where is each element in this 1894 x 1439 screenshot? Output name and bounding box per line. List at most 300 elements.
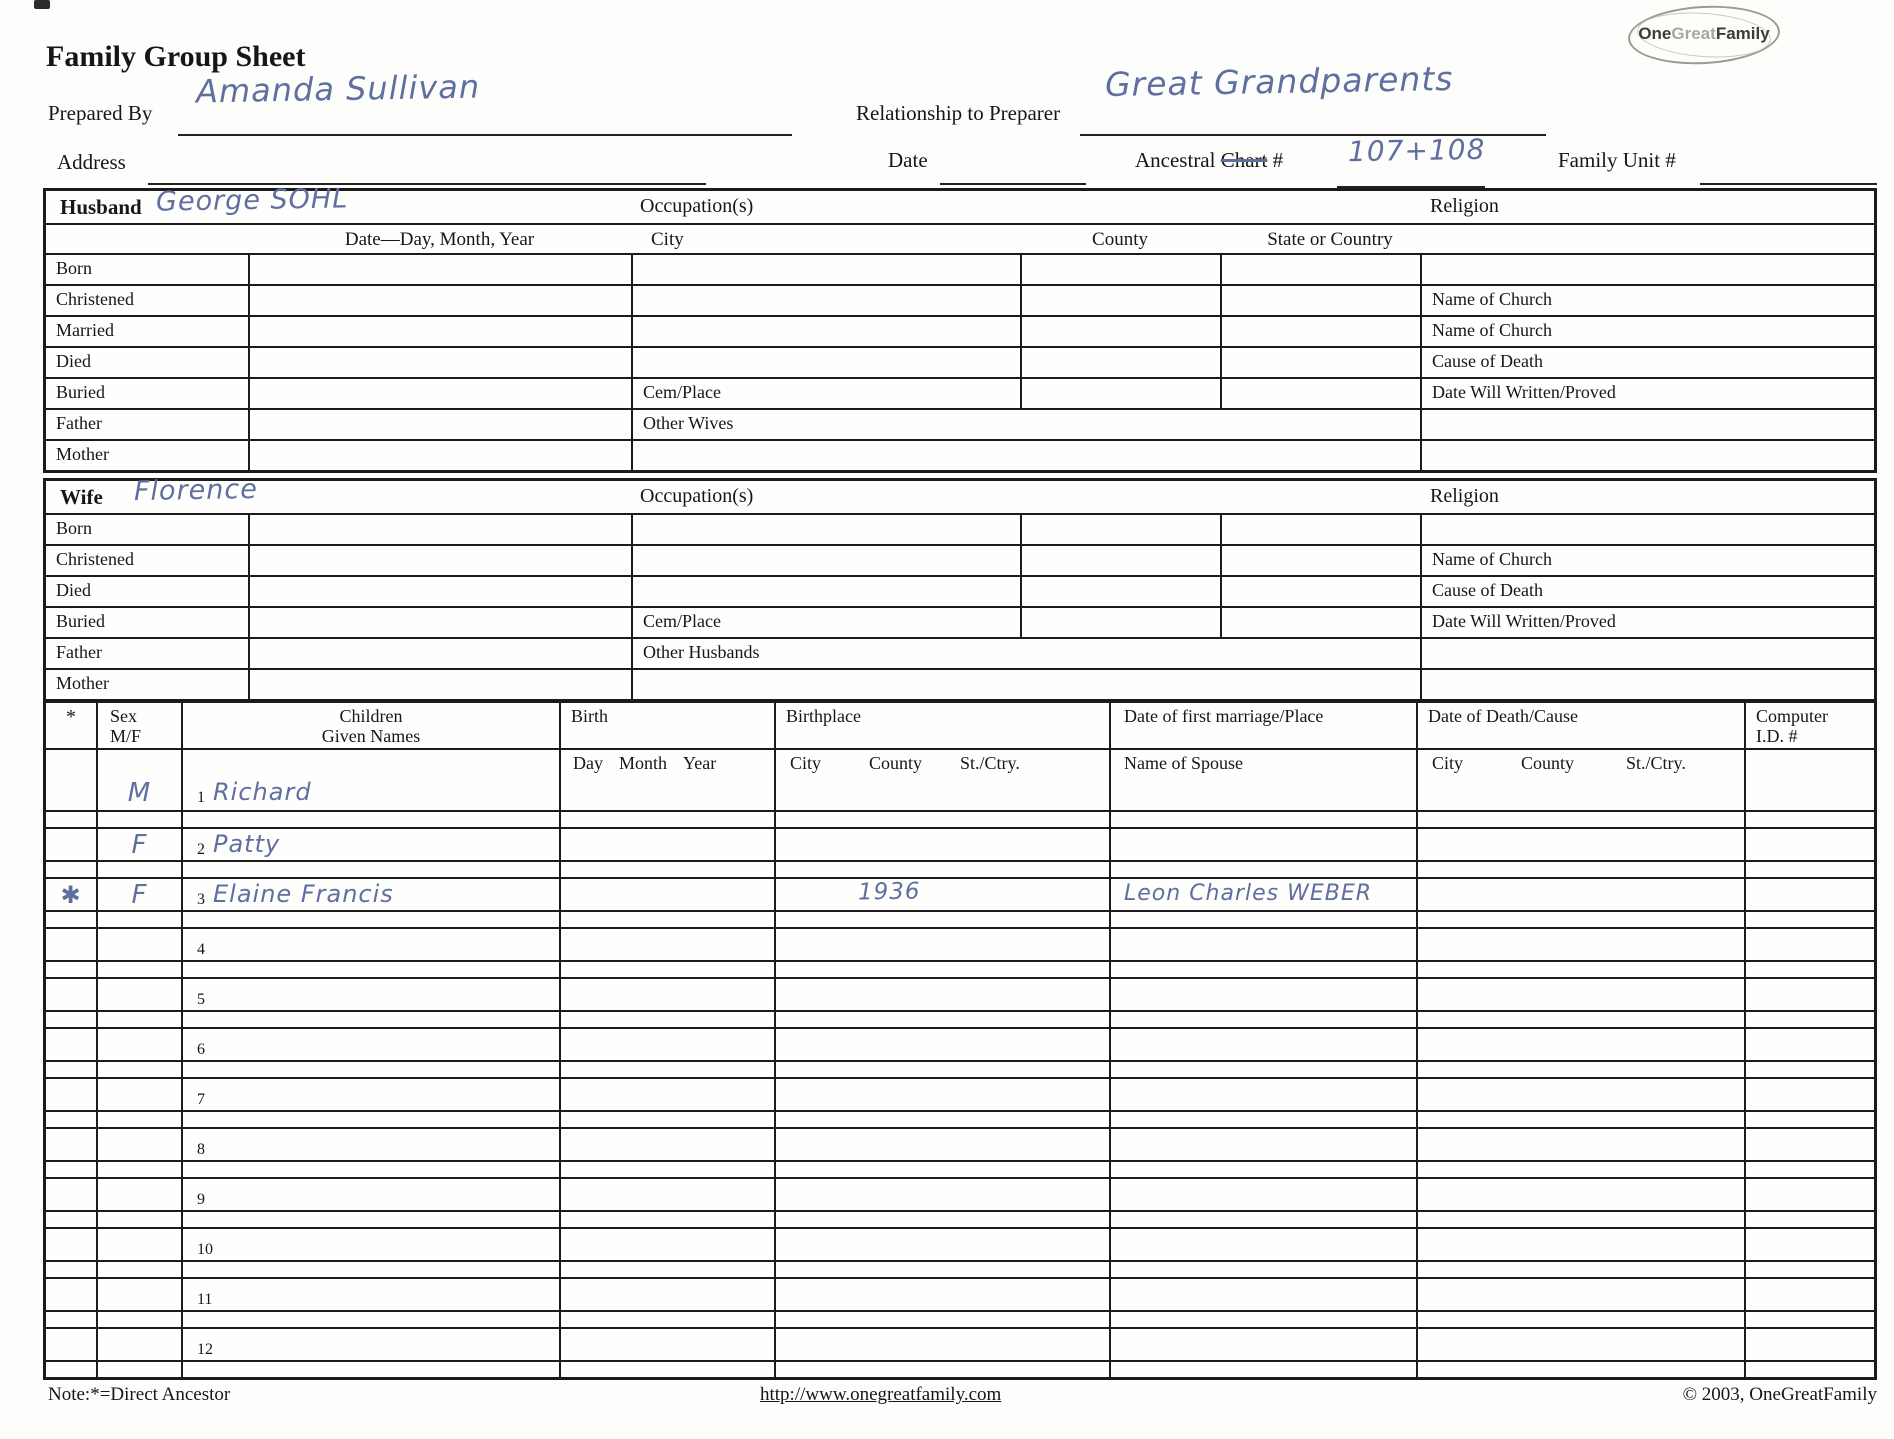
child-name-cell xyxy=(181,879,559,910)
cell xyxy=(181,1312,559,1327)
children-column-header xyxy=(181,703,559,748)
child-number: 11 xyxy=(197,1291,213,1308)
row-label: Died xyxy=(56,580,91,600)
cell xyxy=(1416,1312,1744,1327)
children-table xyxy=(43,700,1877,1380)
cell xyxy=(1109,962,1416,977)
row-label: Mother xyxy=(56,673,109,693)
cell xyxy=(774,912,1109,927)
cell xyxy=(181,1212,559,1227)
direct-ancestor-mark-cell xyxy=(46,1079,96,1110)
child-subrow xyxy=(46,1060,1874,1077)
cell xyxy=(46,1212,96,1227)
cell xyxy=(1744,1162,1874,1177)
wife-christened-row xyxy=(46,544,1874,575)
child-spouse-cell xyxy=(1109,829,1416,860)
direct-ancestor-mark: ✱ xyxy=(60,881,82,909)
cell xyxy=(1744,862,1874,877)
child-birth-cell xyxy=(559,1329,774,1360)
child-sex-value: F xyxy=(131,830,148,860)
cell xyxy=(1420,255,1874,284)
cell xyxy=(1020,348,1220,377)
row-label: Christened xyxy=(56,549,134,569)
cell xyxy=(1220,608,1420,637)
row-label: Born xyxy=(56,258,92,278)
child-id-cell xyxy=(1744,1179,1874,1210)
cell xyxy=(181,750,559,777)
cell xyxy=(1220,255,1420,284)
direct-ancestor-mark-cell xyxy=(46,979,96,1010)
child-number: 7 xyxy=(197,1091,205,1108)
cell xyxy=(46,750,96,777)
child-spouse-cell xyxy=(1109,1279,1416,1310)
child-birth-cell xyxy=(559,1279,774,1310)
date-label: Date xyxy=(888,148,928,172)
wife-mother-row xyxy=(46,668,1874,699)
direct-ancestor-mark-cell xyxy=(46,1279,96,1310)
child-spouse-cell xyxy=(1109,979,1416,1010)
child-spouse-cell xyxy=(1109,1129,1416,1160)
cell xyxy=(631,546,1020,575)
prepared-by-label: Prepared By xyxy=(48,101,153,125)
cell xyxy=(1744,812,1874,827)
cell xyxy=(96,1012,181,1027)
direct-ancestor-mark-cell xyxy=(46,1329,96,1360)
child-sex-value: M xyxy=(127,778,152,808)
child-row xyxy=(46,777,1874,810)
cell xyxy=(46,1162,96,1177)
cell xyxy=(1744,1362,1874,1377)
cell xyxy=(1109,1212,1416,1227)
cell xyxy=(96,962,181,977)
row-label: Father xyxy=(56,642,102,662)
child-sex-cell xyxy=(96,979,181,1010)
cell xyxy=(46,1012,96,1027)
child-sex-cell xyxy=(96,1129,181,1160)
row-label: Mother xyxy=(56,444,109,464)
month-subheader: Month xyxy=(619,753,668,773)
family-unit-line xyxy=(1700,183,1877,185)
child-death-cell xyxy=(1416,1079,1744,1110)
cell xyxy=(1109,812,1416,827)
star-column-header: * xyxy=(66,706,76,728)
religion-area-label: Cause of Death xyxy=(1420,348,1874,377)
child-subrow xyxy=(46,1360,1874,1377)
cell xyxy=(1220,286,1420,315)
husband-father-row xyxy=(46,408,1874,439)
child-id-cell xyxy=(1744,829,1874,860)
ancestral-chart-value: 107+108 xyxy=(1347,132,1486,169)
cell xyxy=(774,1062,1109,1077)
child-row xyxy=(46,927,1874,960)
child-death-cell xyxy=(1416,777,1744,810)
cell xyxy=(181,962,559,977)
copyright-notice: © 2003, OneGreatFamily xyxy=(1682,1384,1877,1405)
wife-born-row xyxy=(46,513,1874,544)
cell xyxy=(96,1062,181,1077)
cell xyxy=(559,912,774,927)
logo-one: One xyxy=(1638,24,1672,43)
cell xyxy=(1744,1262,1874,1277)
cell xyxy=(1020,317,1220,346)
cell xyxy=(46,812,96,827)
cell xyxy=(248,546,631,575)
cell xyxy=(1416,1012,1744,1027)
child-death-cell xyxy=(1416,1279,1744,1310)
child-number: 3 xyxy=(197,891,205,908)
child-id-cell xyxy=(1744,879,1874,910)
state-column-header: State or Country xyxy=(1267,229,1393,250)
husband-role-label: Husband xyxy=(60,195,142,219)
cell xyxy=(46,862,96,877)
wife-role-label: Wife xyxy=(60,485,103,509)
child-birthplace-cell xyxy=(774,1329,1109,1360)
child-death-cell xyxy=(1416,1229,1744,1260)
child-subrow xyxy=(46,1160,1874,1177)
husband-header-row xyxy=(46,183,1874,223)
child-birthplace-cell xyxy=(774,979,1109,1010)
child-birthplace-cell xyxy=(774,879,1109,910)
cell xyxy=(248,639,631,668)
cell xyxy=(559,1062,774,1077)
child-birth-cell xyxy=(559,878,921,910)
cell xyxy=(1744,1012,1874,1027)
cell xyxy=(559,1162,774,1177)
cell xyxy=(46,962,96,977)
cell xyxy=(46,1262,96,1277)
county-subheader: County xyxy=(869,753,923,773)
wife-religion-label: Religion xyxy=(1430,485,1499,507)
child-number: 10 xyxy=(197,1241,213,1258)
cell xyxy=(1109,1312,1416,1327)
city-subheader: City xyxy=(1432,753,1464,773)
cell xyxy=(248,255,631,284)
cell xyxy=(774,1012,1109,1027)
child-birthplace-cell xyxy=(774,777,1109,810)
child-row xyxy=(46,877,1874,910)
date-line xyxy=(940,183,1086,185)
husband-occupation-label: Occupation(s) xyxy=(640,195,754,217)
cell xyxy=(774,1112,1109,1127)
religion-area-label: Name of Church xyxy=(1420,317,1874,346)
child-id-cell xyxy=(1744,1079,1874,1110)
cell xyxy=(181,912,559,927)
stctry-subheader: St./Ctry. xyxy=(960,753,1020,773)
prepared-by-line xyxy=(178,134,792,136)
cell xyxy=(248,317,631,346)
child-id-cell xyxy=(1744,1279,1874,1310)
husband-mother-row xyxy=(46,439,1874,470)
cell xyxy=(774,1162,1109,1177)
child-row xyxy=(46,827,1874,860)
cell xyxy=(559,1262,774,1277)
cell xyxy=(46,1112,96,1127)
cell xyxy=(1744,1062,1874,1077)
address-label: Address xyxy=(57,150,126,174)
child-birth-year: 1936 xyxy=(857,878,921,906)
child-birth-cell xyxy=(559,829,774,860)
cell xyxy=(1020,379,1220,408)
child-row xyxy=(46,1127,1874,1160)
child-name-cell xyxy=(181,1179,559,1210)
onegreatfamily-logo xyxy=(1628,6,1780,64)
child-death-cell xyxy=(1416,829,1744,860)
cell xyxy=(96,1362,181,1377)
child-id-cell xyxy=(1744,1229,1874,1260)
child-row xyxy=(46,1327,1874,1360)
direct-ancestor-mark-cell xyxy=(46,829,96,860)
cell xyxy=(1020,515,1220,544)
cell xyxy=(1420,441,1874,470)
cell xyxy=(1416,1262,1744,1277)
cell xyxy=(631,441,1420,470)
child-number: 4 xyxy=(197,941,205,958)
sex-header-line1: Sex xyxy=(110,706,137,726)
wife-table xyxy=(43,473,1877,702)
spouse-subheader: Name of Spouse xyxy=(1109,750,1416,777)
direct-ancestor-mark-cell xyxy=(46,1129,96,1160)
wife-header-row xyxy=(46,473,1874,513)
child-row xyxy=(46,1027,1874,1060)
row-label: Christened xyxy=(56,289,134,309)
direct-ancestor-mark-cell xyxy=(46,1029,96,1060)
cell xyxy=(248,670,631,699)
child-number: 12 xyxy=(197,1341,213,1358)
relationship-value: Great Grandparents xyxy=(1104,58,1454,105)
cell xyxy=(248,348,631,377)
cell xyxy=(1416,1162,1744,1177)
direct-ancestor-mark-cell xyxy=(46,1229,96,1260)
children-header-row xyxy=(46,703,1874,748)
cell xyxy=(96,1312,181,1327)
child-spouse-cell xyxy=(1109,777,1416,810)
religion-area-label: Name of Church xyxy=(1420,286,1874,315)
computer-header-line2: I.D. # xyxy=(1756,726,1798,746)
cell xyxy=(1416,1362,1744,1377)
child-birthplace-cell xyxy=(774,1129,1109,1160)
child-name-cell xyxy=(181,1229,559,1260)
religion-area-label: Date Will Written/Proved xyxy=(1420,379,1874,408)
city-subheader: City xyxy=(790,753,822,773)
husband-column-headers xyxy=(46,223,1874,253)
cell xyxy=(631,255,1020,284)
cell xyxy=(1020,255,1220,284)
year-subheader: Year xyxy=(683,753,717,773)
cell xyxy=(559,962,774,977)
child-number: 8 xyxy=(197,1141,205,1158)
child-birthplace-cell xyxy=(774,1029,1109,1060)
child-row xyxy=(46,977,1874,1010)
cell xyxy=(1416,812,1744,827)
child-spouse-cell xyxy=(1109,1329,1416,1360)
cell xyxy=(774,1312,1109,1327)
cell xyxy=(248,608,631,637)
child-sex-cell xyxy=(96,1229,181,1260)
cell xyxy=(96,812,181,827)
birth-column-header: Birth xyxy=(559,703,774,748)
cell xyxy=(774,862,1109,877)
cell xyxy=(96,862,181,877)
child-birth-cell xyxy=(559,777,774,810)
cell xyxy=(181,1062,559,1077)
husband-born-row xyxy=(46,253,1874,284)
cell xyxy=(248,577,631,606)
cell xyxy=(559,1362,774,1377)
cell xyxy=(1416,912,1744,927)
cell xyxy=(1420,410,1874,439)
county-column-header: County xyxy=(1092,229,1148,250)
cell xyxy=(1416,1212,1744,1227)
cell xyxy=(1744,750,1874,777)
children-header-line2: Given Names xyxy=(321,726,421,746)
husband-died-row xyxy=(46,346,1874,377)
child-birth-cell xyxy=(559,1129,774,1160)
husband-table xyxy=(43,183,1877,473)
child-spouse-cell xyxy=(1109,1079,1416,1110)
onegreatfamily-url-link[interactable]: http://www.onegreatfamily.com xyxy=(760,1384,1002,1405)
husband-religion-label: Religion xyxy=(1430,195,1499,217)
cell xyxy=(1109,1362,1416,1377)
logo-family: Family xyxy=(1715,24,1770,43)
child-spouse-cell xyxy=(1109,879,1416,910)
child-death-cell xyxy=(1416,879,1744,910)
child-birth-cell xyxy=(559,1229,774,1260)
other-husbands-label: Other Husbands xyxy=(631,639,1420,668)
cell xyxy=(1220,348,1420,377)
child-birthplace-cell xyxy=(774,1179,1109,1210)
child-name-cell xyxy=(181,777,559,810)
child-sex-cell xyxy=(96,879,181,910)
husband-married-row xyxy=(46,315,1874,346)
ancestral-struck-word: Chart xyxy=(1220,148,1268,172)
cell xyxy=(96,1112,181,1127)
child-birth-cell xyxy=(559,929,774,960)
death-column-header: Date of Death/Cause xyxy=(1416,703,1744,748)
cell xyxy=(1109,1112,1416,1127)
cell xyxy=(96,1212,181,1227)
cell xyxy=(559,1112,774,1127)
child-subrow xyxy=(46,960,1874,977)
row-label: Born xyxy=(56,518,92,538)
sex-column-header xyxy=(96,703,181,748)
cell xyxy=(559,812,774,827)
birthplace-subheader xyxy=(774,750,1109,777)
relationship-label: Relationship to Preparer xyxy=(856,101,1061,125)
child-subrow xyxy=(46,810,1874,827)
cell xyxy=(1220,317,1420,346)
child-subrow xyxy=(46,1310,1874,1327)
child-subrow xyxy=(46,1010,1874,1027)
cell xyxy=(1109,912,1416,927)
cell xyxy=(631,348,1020,377)
cem-place-label: Cem/Place xyxy=(631,608,1020,637)
husband-christened-row xyxy=(46,284,1874,315)
cell xyxy=(631,286,1020,315)
child-name-value: Elaine Francis xyxy=(213,880,394,908)
child-sex-cell xyxy=(96,1279,181,1310)
cell xyxy=(559,1012,774,1027)
child-spouse-cell xyxy=(1109,929,1416,960)
death-subheader xyxy=(1416,750,1744,777)
cell xyxy=(1416,1112,1744,1127)
cell xyxy=(1416,962,1744,977)
cell xyxy=(1220,379,1420,408)
child-birth-cell xyxy=(559,1029,774,1060)
child-row xyxy=(46,1227,1874,1260)
child-number: 6 xyxy=(197,1041,205,1058)
husband-name-value: George SOHL xyxy=(155,183,349,218)
child-sex-cell xyxy=(96,1179,181,1210)
cell xyxy=(1109,1262,1416,1277)
cell xyxy=(46,1362,96,1377)
cell xyxy=(559,862,774,877)
cell xyxy=(1020,608,1220,637)
children-rows xyxy=(46,777,1874,1377)
computer-id-column-header xyxy=(1744,703,1874,748)
child-spouse-cell xyxy=(1109,1029,1416,1060)
cell xyxy=(774,812,1109,827)
child-subrow xyxy=(46,1210,1874,1227)
row-label: Died xyxy=(56,351,91,371)
day-subheader: Day xyxy=(573,753,603,773)
child-sex-cell xyxy=(96,1329,181,1360)
cell xyxy=(46,1312,96,1327)
cell xyxy=(1220,515,1420,544)
cell xyxy=(1416,1062,1744,1077)
child-subrow xyxy=(46,860,1874,877)
cell xyxy=(46,1062,96,1077)
child-name-cell xyxy=(181,1129,559,1160)
child-death-cell xyxy=(1416,1329,1744,1360)
child-id-cell xyxy=(1744,1129,1874,1160)
cell xyxy=(181,1112,559,1127)
cell xyxy=(1020,286,1220,315)
cell xyxy=(96,1162,181,1177)
row-label: Buried xyxy=(56,382,105,402)
child-name-value: Patty xyxy=(213,830,281,858)
child-name-cell xyxy=(181,929,559,960)
child-birth-cell xyxy=(559,979,774,1010)
cell xyxy=(96,750,181,777)
child-number: 9 xyxy=(197,1191,205,1208)
wife-occupation-label: Occupation(s) xyxy=(640,485,754,507)
child-death-cell xyxy=(1416,1129,1744,1160)
child-death-cell xyxy=(1416,979,1744,1010)
cell xyxy=(1420,639,1874,668)
cell xyxy=(1744,1212,1874,1227)
cell xyxy=(1109,862,1416,877)
cell xyxy=(631,577,1020,606)
direct-ancestor-mark-cell xyxy=(46,929,96,960)
wife-died-row xyxy=(46,575,1874,606)
child-name-cell xyxy=(181,979,559,1010)
cell xyxy=(631,317,1020,346)
cell xyxy=(181,1262,559,1277)
child-birthplace-cell xyxy=(774,1279,1109,1310)
religion-area-label: Cause of Death xyxy=(1420,577,1874,606)
child-row xyxy=(46,1277,1874,1310)
child-id-cell xyxy=(1744,1029,1874,1060)
child-subrow xyxy=(46,910,1874,927)
county-subheader: County xyxy=(1521,753,1575,773)
cell xyxy=(1109,1012,1416,1027)
cell xyxy=(1420,515,1874,544)
birth-subheader xyxy=(559,750,774,777)
religion-area-label: Name of Church xyxy=(1420,546,1874,575)
cell xyxy=(631,515,1020,544)
cell xyxy=(1020,577,1220,606)
husband-buried-row xyxy=(46,377,1874,408)
